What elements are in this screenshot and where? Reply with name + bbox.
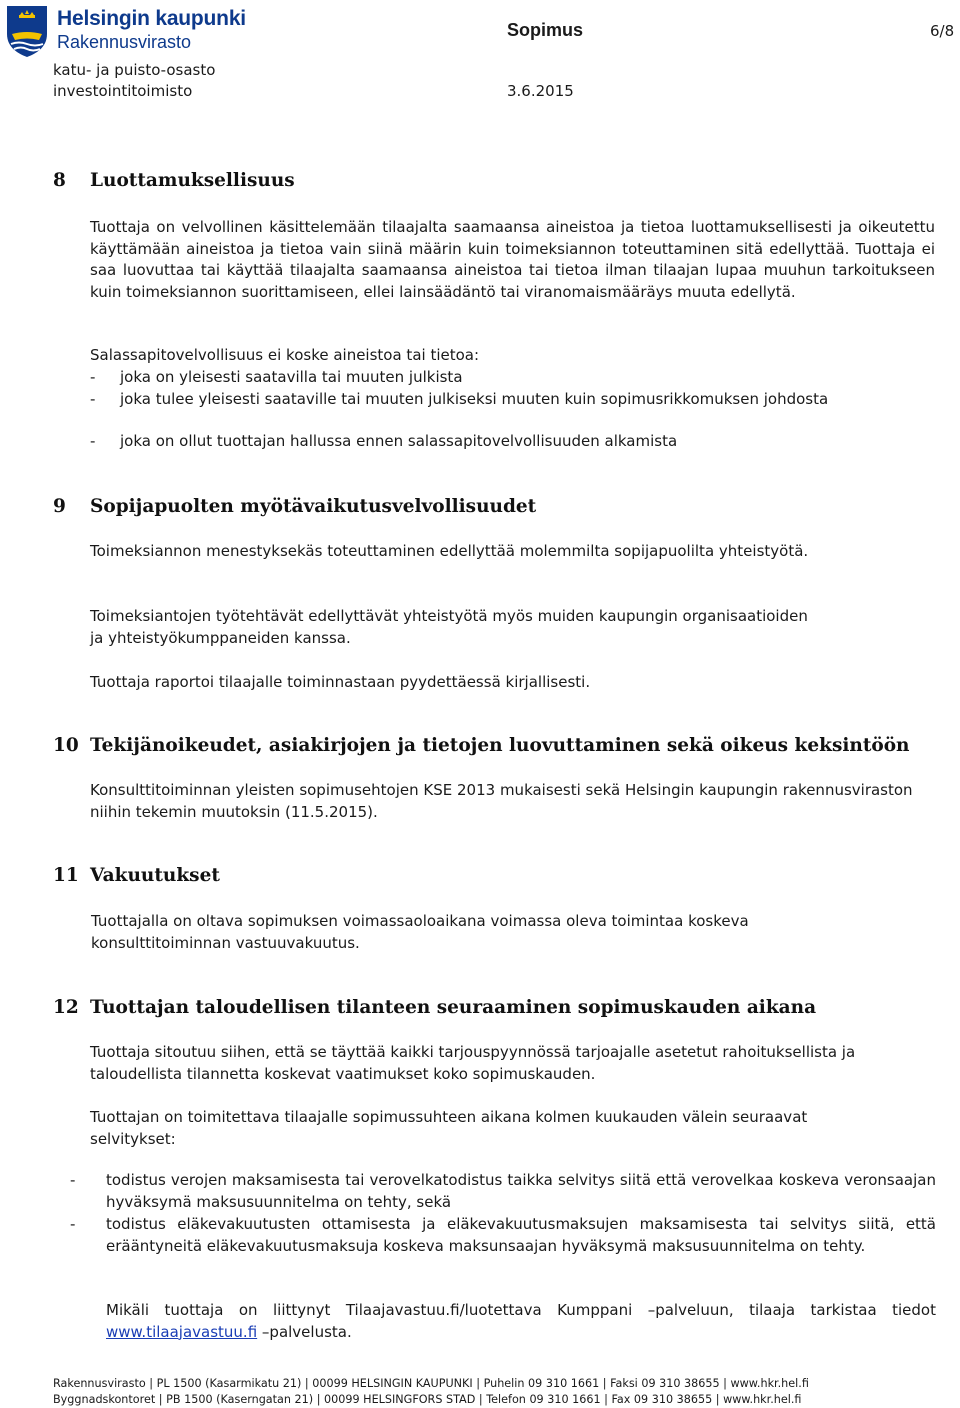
section-title: Sopijapuolten myötävaikutusvelvollisuudet <box>90 496 537 517</box>
list-dash: - <box>90 390 96 408</box>
office: investointitoimisto <box>53 82 193 100</box>
document-title: Sopimus <box>507 20 584 40</box>
section-title: Vakuutukset <box>90 865 220 886</box>
section-title: Tuottajan taloudellisen tilanteen seuraaminen sopimuskauden aikana <box>90 997 817 1018</box>
section-8-heading <box>53 170 933 194</box>
section-12-final-paragraph <box>106 1300 936 1343</box>
section-number: 12 <box>53 997 79 1018</box>
section-11-heading <box>53 865 933 889</box>
final-text-before: Mikäli tuottaja on liittynyt Tilaajavastuu.fi/luotettava Kumppani –palveluun, tilaaja tarkistaa tiedot <box>106 1301 936 1319</box>
list-item <box>70 1214 936 1280</box>
section-10-paragraph-1: Konsulttitoiminnan yleisten sopimusehtojen KSE 2013 mukaisesti sekä Helsingin kaupungin rakennusviraston niihin tekemin muutoksin (11.5.2015). <box>90 781 913 821</box>
helsinki-crest-logo <box>5 4 49 58</box>
org-unit: Rakennusvirasto <box>57 32 192 52</box>
section-number: 8 <box>53 170 66 191</box>
footer-line-2: Byggnadskontoret | PB 1500 (Kaserngatan 21) | 00099 HELSINGFORS STAD | Telefon 09 310 1661 | Fax 09 310 38655 | www.hkr.hel.fi <box>53 1393 802 1406</box>
section-12-paragraph-2: Tuottajan on toimitettava tilaajalle sopimussuhteen aikana kolmen kuukauden välein seuraavat selvitykset: <box>90 1108 808 1148</box>
section-number: 9 <box>53 496 66 517</box>
list-item-text: todistus verojen maksamisesta tai verovelkatodistus taikka selvitys siitä että verovelkaa koskeva veronsaajan hyväksymä maksusuunnitelma on tehty, sekä <box>106 1171 936 1211</box>
org-name: Helsingin kaupunki <box>57 7 246 30</box>
list-item-text: todistus eläkevakuutusten ottamisesta ja eläkevakuutusmaksujen maksamisesta tai selvitys siitä, että erääntyneitä eläkevakuutusmaksuja koskeva maksunsaajan hyväksymä maksusuunnitelma on tehty. <box>106 1215 936 1255</box>
section-number: 11 <box>53 865 79 886</box>
section-9-heading <box>53 496 933 520</box>
section-12-paragraph-1: Tuottaja sitoutuu siihen, että se täyttää kaikki tarjouspyynnössä tarjoajalle asetetut rahoituksellista ja taloudellista tilannetta koskevat vaatimukset koko sopimuskauden. <box>90 1043 856 1083</box>
list-dash: - <box>70 1171 76 1189</box>
section-9-paragraph-3: Tuottaja raportoi tilaajalle toiminnastaan pyydettäessä kirjallisesti. <box>90 673 591 691</box>
section-8-paragraph-1: Tuottaja on velvollinen käsittelemään tilaajalta saamaansa aineistoa ja tietoa luottamuksellisesti ja oikeutettu käyttämään aineistoa ja tietoa vain siinä määrin kuin toimeksiannon toteuttaminen sitä edellyttää. Tuottaja ei saa luovuttaa tai käyttää tilaajalta saamaansa aineistoa tai tietoa ilman tilaajan lupaa muuhun tarkoitukseen kuin toimeksiannon suorittamiseen, ellei lainsäädäntö tai viranomaismääräys muuta edellytä. <box>90 218 935 301</box>
page-number: 6/8 <box>930 22 955 40</box>
final-text-after: –palvelusta. <box>257 1322 352 1341</box>
section-number: 10 <box>53 735 79 756</box>
list-dash: - <box>90 432 96 450</box>
section-title: Luottamuksellisuus <box>90 170 295 191</box>
list-item <box>90 431 935 453</box>
list-item-text: joka tulee yleisesti saataville tai muuten julkiseksi muuten kuin sopimusrikkomuksen johdosta <box>120 390 829 408</box>
list-dash: - <box>90 368 96 386</box>
footer-line-1: Rakennusvirasto | PL 1500 (Kasarmikatu 21) | 00099 HELSINGIN KAUPUNKI | Puhelin 09 310 1661 | Faksi 09 310 38655 | www.hkr.hel.fi <box>53 1377 809 1390</box>
list-item-text: joka on ollut tuottajan hallussa ennen salassapitovelvollisuuden alkamista <box>120 432 678 450</box>
section-11-paragraph-1: Tuottajalla on oltava sopimuksen voimassaoloaikana voimassa oleva toimintaa koskeva konsulttitoiminnan vastuuvakuutus. <box>91 912 749 952</box>
document-date: 3.6.2015 <box>507 82 574 100</box>
list-item <box>90 367 935 389</box>
section-12-heading <box>53 997 933 1021</box>
section-8-paragraph-2: Salassapitovelvollisuus ei koske aineistoa tai tietoa: <box>90 346 480 364</box>
list-dash: - <box>70 1215 76 1233</box>
section-title: Tekijänoikeudet, asiakirjojen ja tietojen luovuttaminen sekä oikeus keksintöön <box>90 735 910 756</box>
list-item-text: joka on yleisesti saatavilla tai muuten julkista <box>120 368 463 386</box>
tilaajavastuu-link[interactable]: www.tilaajavastuu.fi <box>106 1322 258 1341</box>
department: katu- ja puisto-osasto <box>53 61 216 79</box>
section-10-heading <box>53 735 933 759</box>
list-item <box>70 1170 936 1214</box>
section-9-paragraph-2: Toimeksiantojen työtehtävät edellyttävät yhteistyötä myös muiden kaupungin organisaatioiden ja yhteistyökumppaneiden kanssa. <box>90 607 808 647</box>
section-9-paragraph-1: Toimeksiannon menestyksekäs toteuttaminen edellyttää molemmilta sopijapuolilta yhteistyötä. <box>90 542 809 560</box>
list-item <box>90 389 935 433</box>
